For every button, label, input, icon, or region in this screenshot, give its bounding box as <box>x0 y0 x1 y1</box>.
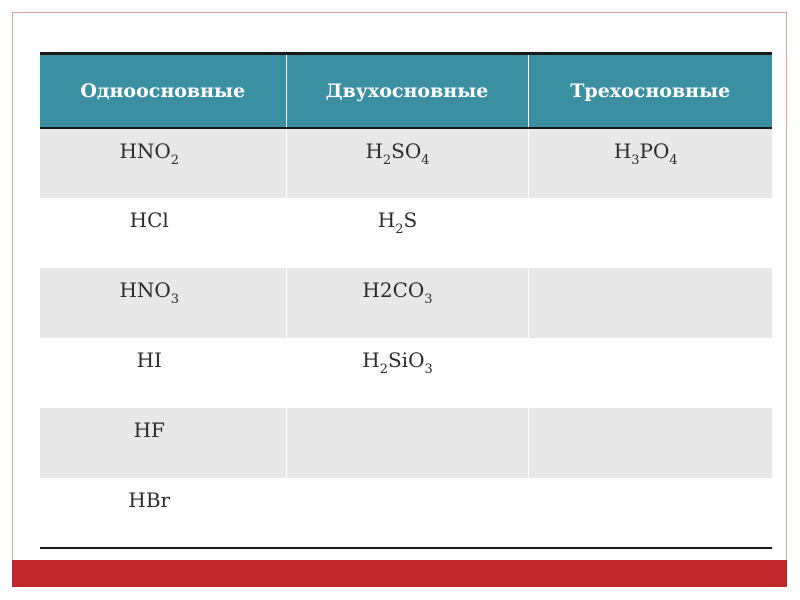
table-header-row <box>40 54 772 128</box>
formula-text: H <box>377 207 396 232</box>
formula-cell-monobasic <box>40 268 286 338</box>
formula-text: PO <box>639 138 670 163</box>
header-monobasic: Одноосновные <box>40 54 286 128</box>
formula-text: SiO <box>387 347 425 372</box>
formula-cell-tribasic <box>528 198 772 268</box>
formula-text: H <box>365 138 383 163</box>
formula-subscript: 4 <box>669 152 678 168</box>
formula-cell-dibasic <box>286 268 528 338</box>
table-row <box>40 268 772 338</box>
table-row <box>40 478 772 548</box>
formula-subscript: 3 <box>424 291 433 307</box>
formula-cell-dibasic <box>286 128 528 198</box>
formula-text: HI <box>136 347 162 372</box>
formula-cell-dibasic <box>286 338 528 408</box>
formula-cell-monobasic <box>40 478 286 548</box>
header-dibasic: Двухосновные <box>286 54 528 128</box>
formula-subscript: 2 <box>170 152 180 168</box>
formula-cell-monobasic <box>40 128 286 198</box>
formula-text: HCl <box>129 207 169 232</box>
header-tribasic: Трехосновные <box>528 54 772 128</box>
formula-subscript: 4 <box>421 152 430 168</box>
formula-subscript: 2 <box>379 361 388 377</box>
formula-cell-tribasic <box>528 338 772 408</box>
formula-cell-tribasic <box>528 408 772 478</box>
formula-text: HNO <box>119 138 171 163</box>
acids-table <box>40 52 772 549</box>
formula-cell-dibasic <box>286 478 528 548</box>
formula-subscript: 3 <box>170 291 180 307</box>
table-row <box>40 198 772 268</box>
formula-cell-monobasic <box>40 338 286 408</box>
accent-bar <box>12 560 787 587</box>
formula-cell-dibasic <box>286 408 528 478</box>
formula-text: HNO <box>119 277 171 302</box>
formula-text: H <box>362 347 380 372</box>
formula-cell-monobasic <box>40 198 286 268</box>
formula-text: HF <box>133 417 165 442</box>
formula-text: HBr <box>128 487 171 512</box>
formula-cell-tribasic <box>528 478 772 548</box>
formula-subscript: 2 <box>395 221 404 237</box>
table-row <box>40 338 772 408</box>
formula-text: H <box>613 138 632 163</box>
formula-subscript: 2 <box>382 152 392 168</box>
formula-cell-monobasic <box>40 408 286 478</box>
formula-text: H2CO <box>362 277 425 302</box>
table-row <box>40 408 772 478</box>
table-row <box>40 128 772 198</box>
formula-text: S <box>403 207 418 232</box>
formula-subscript: 3 <box>424 361 433 377</box>
table-body <box>40 128 772 548</box>
formula-subscript: 3 <box>631 152 640 168</box>
formula-text: SO <box>391 138 422 163</box>
formula-cell-dibasic <box>286 198 528 268</box>
formula-cell-tribasic <box>528 128 772 198</box>
formula-cell-tribasic <box>528 268 772 338</box>
